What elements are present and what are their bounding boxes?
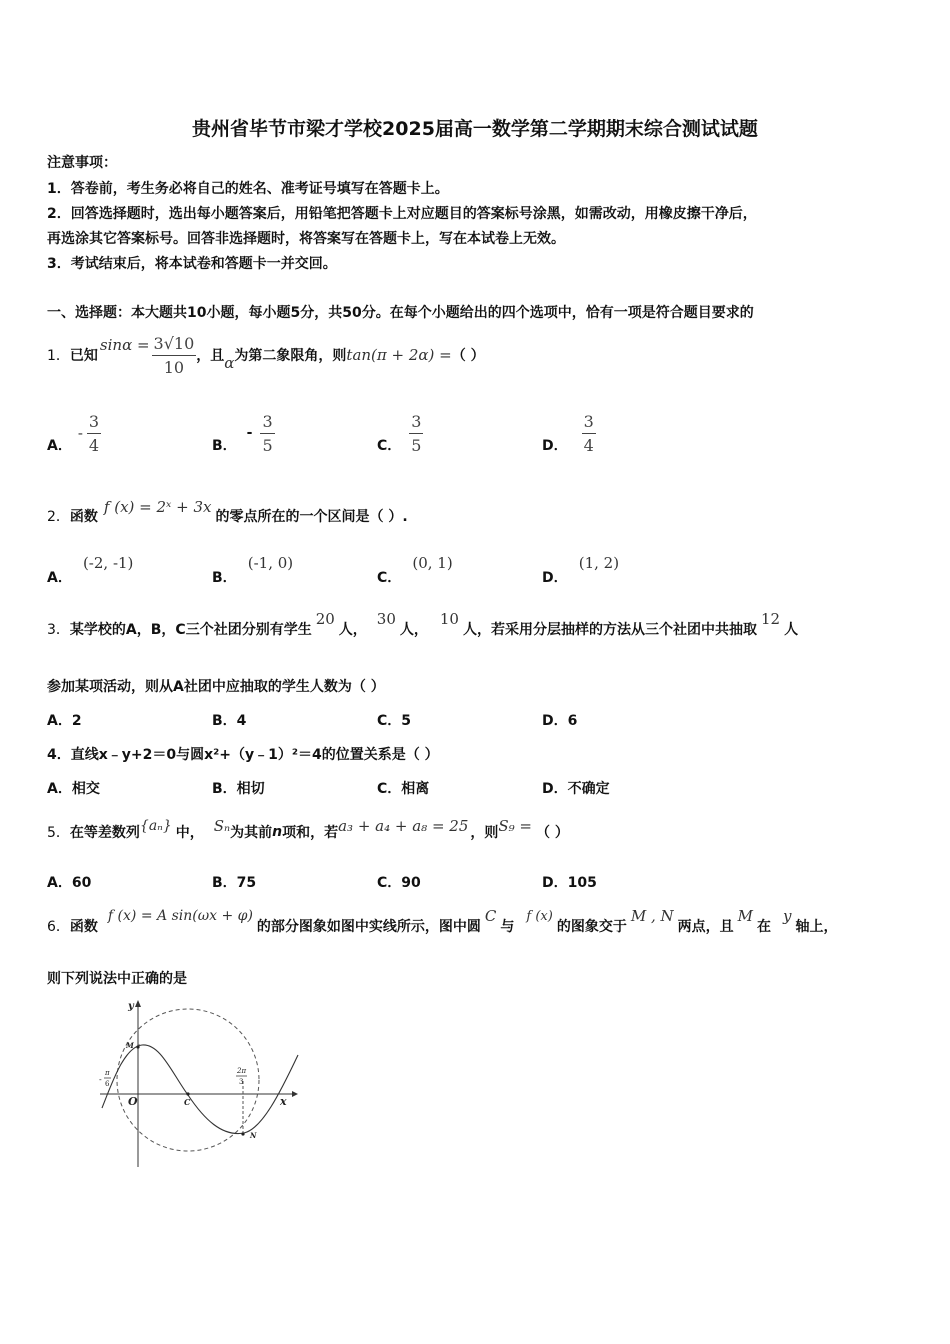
- q5-option-c[interactable]: C．90: [377, 875, 421, 891]
- math-expr: sinα =: [99, 336, 150, 354]
- question-text: 在: [756, 919, 771, 935]
- q4-option-c[interactable]: C．相离: [377, 781, 430, 797]
- option-label: B．: [212, 438, 237, 454]
- math-expr: f (x) = A sin(ωx + φ): [107, 908, 253, 924]
- question-4: 4．直线x﹣y+2＝0与圆x²+（y﹣1）²＝4的位置关系是（ ）: [47, 747, 439, 763]
- tick-denominator: 3: [239, 1078, 244, 1086]
- fraction: [152, 334, 197, 377]
- q5-option-d[interactable]: D．105: [542, 875, 597, 891]
- notice-item: 再选涂其它答案标号。回答非选择题时，将答案写在答题卡上，写在本试卷上无效。: [47, 231, 565, 247]
- notice-item: 2．回答选择题时，选出每小题答案后，用铅笔把答题卡上对应题目的答案标号涂黑，如需改动，用橡皮擦干净后，: [47, 206, 757, 222]
- option-value: (0, 1): [412, 554, 453, 572]
- q1-option-c[interactable]: [377, 408, 423, 458]
- question-text: 函数: [69, 919, 98, 935]
- math-value: 20: [315, 610, 335, 628]
- option-value: (1, 2): [578, 554, 620, 572]
- q4-option-a[interactable]: A．相交: [47, 781, 100, 797]
- option-value: (-2, -1): [82, 554, 134, 572]
- option-label: C．: [377, 570, 402, 586]
- question-text: ，且: [196, 348, 225, 364]
- q3-option-b[interactable]: B．4: [212, 713, 247, 729]
- question-5: [47, 812, 569, 852]
- fraction-bar: [409, 433, 423, 434]
- fraction-numerator: 3: [411, 411, 422, 431]
- x-axis-label: x: [280, 1095, 287, 1108]
- q2-option-c[interactable]: [377, 553, 453, 586]
- math-expr: f (x): [526, 908, 553, 924]
- question-number: 3．: [47, 622, 70, 638]
- math-value: 10: [439, 610, 459, 628]
- option-label: D．: [542, 570, 568, 586]
- fraction: [409, 412, 423, 455]
- fraction-denominator: 5: [411, 435, 422, 455]
- question-text: 人，若采用分层抽样的方法从三个社团中共抽取: [462, 622, 757, 638]
- question-text: 函数: [69, 509, 98, 525]
- option-label: A．: [47, 438, 72, 454]
- question-text: 人，: [399, 622, 428, 638]
- question-text: 某学校的A，B，C三个社团分别有学生: [69, 622, 312, 638]
- math-expr: Sₙ: [213, 817, 231, 835]
- question-text: 与: [500, 919, 515, 935]
- question-number: 1．: [47, 348, 70, 364]
- question-text: 项和，若: [282, 825, 339, 841]
- math-expr: f (x) = 2ˣ + 3x: [103, 498, 212, 516]
- option-label: A．: [47, 570, 72, 586]
- point-n-label: N: [250, 1131, 257, 1140]
- q1-option-a[interactable]: [47, 408, 101, 458]
- fraction: [87, 412, 101, 455]
- question-number: 2．: [47, 509, 70, 525]
- fraction-numerator: 3√10: [153, 333, 195, 353]
- q2-option-d[interactable]: [542, 553, 620, 586]
- q5-option-a[interactable]: A．60: [47, 875, 92, 891]
- question-text: ，则: [470, 825, 499, 841]
- math-value: 30: [376, 610, 396, 628]
- notice-heading: 注意事项：: [47, 155, 117, 171]
- point-m-label: M: [126, 1041, 134, 1050]
- y-axis-arrow-icon: [135, 1000, 141, 1007]
- fraction-bar: [152, 355, 197, 356]
- question-1: [47, 330, 485, 380]
- question-number: 5．: [47, 825, 70, 841]
- q1-option-b[interactable]: [212, 408, 275, 458]
- q2-option-b[interactable]: [212, 553, 294, 586]
- tick-sign: -: [99, 1075, 102, 1084]
- fraction-bar: [87, 433, 101, 434]
- question-text: （ ）: [536, 825, 569, 841]
- x-axis-arrow-icon: [292, 1091, 298, 1097]
- question-text: 参加某项活动，则从A社团中应抽取的学生人数为（ ）: [47, 679, 385, 695]
- fraction: [582, 412, 596, 455]
- sine-curve: [102, 1045, 298, 1134]
- option-sign: -: [77, 424, 83, 442]
- question-text: 的零点所在的一个区间是（ ）.: [215, 509, 408, 525]
- option-label: B．: [212, 570, 237, 586]
- q1-option-d[interactable]: [542, 408, 596, 458]
- q3-option-a[interactable]: A．2: [47, 713, 82, 729]
- question-text: 人: [784, 622, 799, 638]
- question-number: 6．: [47, 919, 70, 935]
- math-expr: M: [737, 907, 753, 925]
- question-text: 中，: [175, 825, 204, 841]
- question-3: [47, 612, 798, 646]
- question-text: 为其前: [230, 825, 273, 841]
- q4-option-b[interactable]: B．相切: [212, 781, 265, 797]
- fraction: [260, 412, 274, 455]
- question-text: 两点，且: [677, 919, 734, 935]
- notice-item: 3．考试结束后，将本试卷和答题卡一并交回。: [47, 256, 337, 272]
- fraction-bar: [582, 433, 596, 434]
- question-2: [47, 496, 408, 536]
- q3-option-d[interactable]: D．6: [542, 713, 578, 729]
- math-expr: α: [224, 354, 235, 372]
- option-value: (-1, 0): [247, 554, 294, 572]
- question-text: 的部分图象如图中实线所示，图中圆: [256, 919, 481, 935]
- q5-option-b[interactable]: B．75: [212, 875, 257, 891]
- math-expr: M , N: [630, 907, 674, 925]
- option-sign: -: [246, 425, 253, 441]
- q2-option-a[interactable]: [47, 553, 134, 586]
- fraction-numerator: 3: [583, 411, 594, 431]
- fraction-denominator: 4: [88, 435, 100, 455]
- option-label: C．: [377, 438, 402, 454]
- question-text: 的图象交于: [556, 919, 627, 935]
- math-expr: {aₙ}: [139, 818, 172, 834]
- fraction-numerator: 3: [88, 411, 100, 431]
- math-value: 12: [760, 610, 781, 628]
- question-text: （ ）: [451, 348, 485, 364]
- function-graph-figure: [90, 995, 310, 1175]
- fraction-numerator: 3: [262, 411, 273, 431]
- point-n: [241, 1132, 244, 1135]
- math-expr: n: [272, 824, 283, 840]
- question-text: 则下列说法中正确的是: [47, 971, 187, 987]
- q4-option-d[interactable]: D．不确定: [542, 781, 610, 797]
- math-expr: a₃ + a₄ + a₈ = 25: [338, 817, 469, 835]
- option-label: D．: [542, 438, 568, 454]
- fraction-denominator: 4: [583, 435, 594, 455]
- tick-numerator: π: [105, 1069, 110, 1077]
- point-m: [136, 1045, 139, 1048]
- section-heading: 一、选择题：本大题共10小题，每小题5分，共50分。在每个小题给出的四个选项中，恰有一项是符合题目要求的: [47, 305, 754, 321]
- math-expr: tan(π + 2α) =: [346, 346, 452, 364]
- q3-option-c[interactable]: C．5: [377, 713, 412, 729]
- tick-denominator: 6: [105, 1080, 110, 1088]
- page-title: 贵州省毕节市梁才学校2025届高一数学第二学期期末综合测试试题: [192, 118, 758, 140]
- tick-numerator: 2π: [237, 1067, 247, 1075]
- question-text: 已知: [69, 348, 98, 364]
- question-text: 为第二象限角，则: [234, 348, 347, 364]
- fraction-denominator: 10: [163, 357, 185, 377]
- origin-label: O: [128, 1095, 138, 1108]
- question-text: 在等差数列: [69, 825, 140, 841]
- math-expr: y: [782, 907, 792, 925]
- notice-item: 1．答卷前，考生务必将自己的姓名、准考证号填写在答题卡上。: [47, 181, 449, 197]
- question-text: 轴上，: [795, 919, 838, 935]
- point-c-label: C: [184, 1097, 191, 1107]
- question-text: 人，: [338, 622, 367, 638]
- math-expr: S₉ =: [498, 817, 533, 835]
- y-axis-label: y: [128, 1001, 134, 1012]
- fraction-bar: [260, 433, 274, 434]
- question-6: [47, 906, 837, 946]
- fraction-denominator: 5: [262, 435, 273, 455]
- math-expr: C: [484, 907, 497, 925]
- point-c: [186, 1092, 189, 1095]
